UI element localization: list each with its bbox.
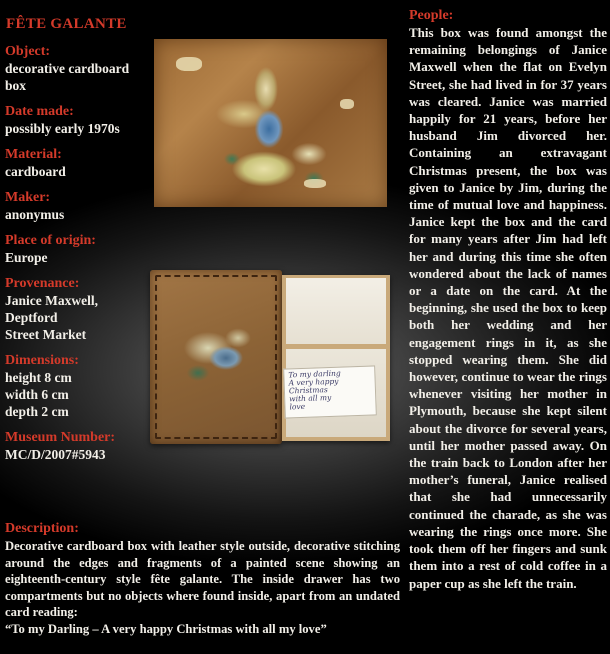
field-value: decorative cardboard box xyxy=(5,61,130,93)
field-value: height 8 cm width 6 cm depth 2 cm xyxy=(5,370,72,419)
description-text: Decorative cardboard box with leather style outside, decorative stitching around the edges and fragments of a painted scene showing an eighteenth-century style fête galante. The inside drawer has two compartments but no objects where found inside, apart from an undated card reading: xyxy=(5,539,400,620)
field-label: Provenance: xyxy=(5,276,80,291)
field-label: Material: xyxy=(5,147,62,162)
field-label: Dimensions: xyxy=(5,353,79,368)
field-object xyxy=(5,44,145,94)
field-material xyxy=(5,147,145,180)
field-value: possibly early 1970s xyxy=(5,121,120,136)
field-label: Maker: xyxy=(5,190,51,205)
painted-scene-fragment xyxy=(178,318,258,388)
description-label: Description: xyxy=(5,521,79,536)
object-details xyxy=(5,44,145,473)
field-value: Janice Maxwell, Deptford Street Market xyxy=(5,293,98,342)
paint-fragment xyxy=(176,57,202,71)
drawer-compartment xyxy=(286,278,386,344)
page-title: FÊTE GALANTE xyxy=(6,16,127,32)
field-value: anonymus xyxy=(5,207,65,222)
field-value: MC/D/2007#5943 xyxy=(5,447,106,462)
card-quote: “To my Darling – A very happy Christmas with all my love” xyxy=(5,621,327,636)
field-label: Date made: xyxy=(5,104,74,119)
painted-scene-fragment xyxy=(214,59,334,189)
field-value: cardboard xyxy=(5,164,66,179)
field-maker xyxy=(5,190,145,223)
field-date-made xyxy=(5,104,145,137)
paint-fragment xyxy=(340,99,354,109)
field-museum-number xyxy=(5,430,145,463)
description-section xyxy=(5,521,400,638)
field-label: Object: xyxy=(5,44,51,59)
field-place-of-origin xyxy=(5,233,145,266)
people-story-text: This box was found amongst the remaining belongings of Janice Maxwell when the flat on Evelyn Street, she had lived in for 37 years was cleared. Janice was married happily for 21 years, before her husband Jim divorced her. Containing an extravagant Christmas present, the box was given to Janice by Jim, during the time of mutual love and happiness. Janice kept the box and the card for many years after Jim had left her and during this time she often wondered about the lack of names or a date on the card. At the beginning, she used the box to keep both her wedding and her engagement rings in it, as she stopped wearing them. She did however, continue to wear the rings whenever visiting her mother in Plymouth, because she kept silent about the divorce for several years, until her mother passed away. On the train back to London after her mother’s funeral, Janice realised that she had unnecessarily continued the charade, as she was wearing the rings once more. She took them off her fingers and sunk them into a rest of cold coffee in a paper cup as she left the train. xyxy=(409,25,607,591)
handwritten-card: To my darling A very happy Christmas with all my love xyxy=(283,365,377,418)
field-label: Place of origin: xyxy=(5,233,96,248)
field-label: Museum Number: xyxy=(5,430,116,445)
field-dimensions xyxy=(5,353,145,420)
paint-fragment xyxy=(304,179,326,188)
box-lid xyxy=(150,270,282,444)
people-label: People: xyxy=(409,8,454,23)
field-value: Europe xyxy=(5,250,48,265)
open-box-photo xyxy=(150,270,392,446)
box-lid-closeup-photo xyxy=(154,39,387,207)
field-provenance xyxy=(5,276,145,343)
people-section xyxy=(409,8,607,592)
